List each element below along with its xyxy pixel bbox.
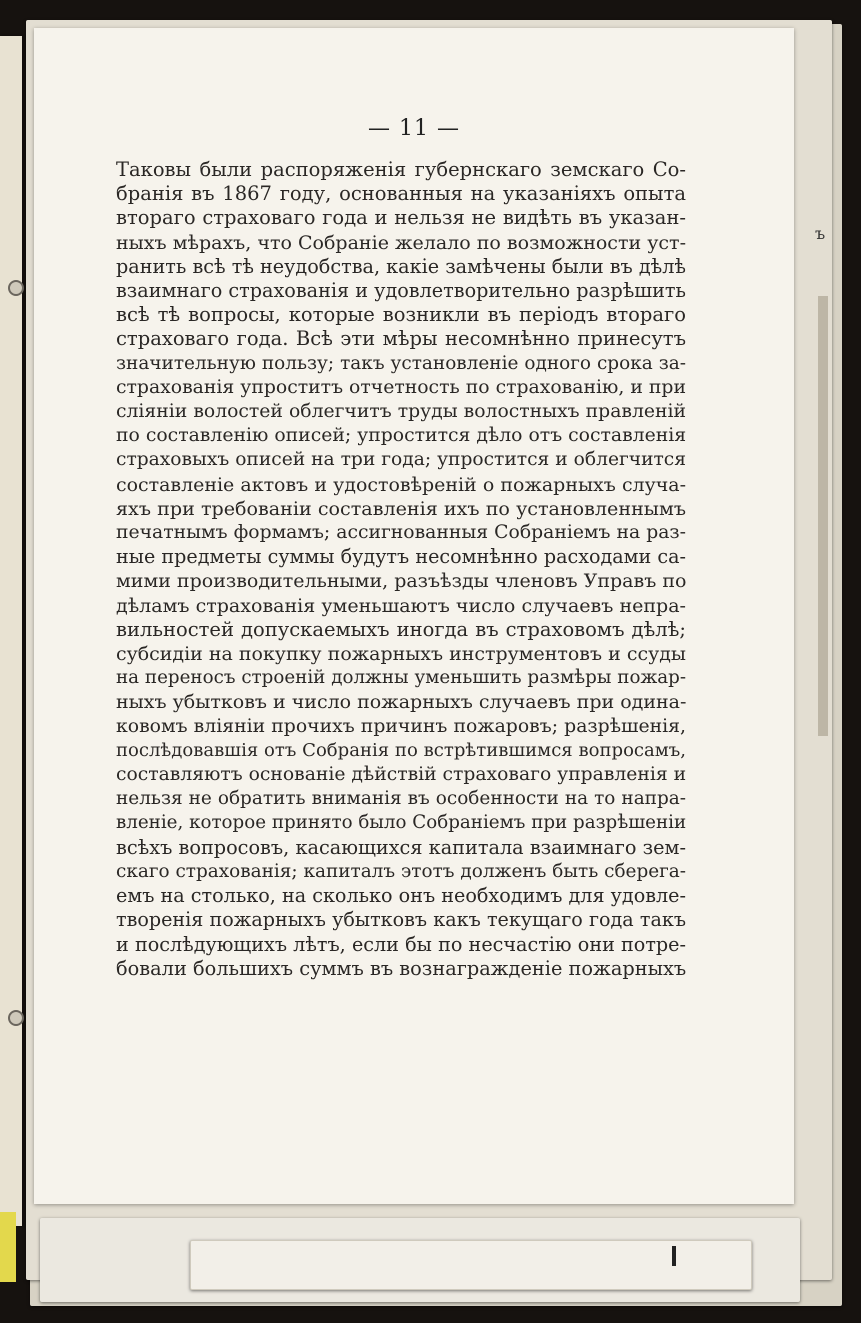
- text-line: творенія пожарныхъ убытковъ какъ текущаго года такъ: [116, 908, 686, 932]
- text-line: вленіе, которое принято было Собраніемъ при разрѣшеніи: [116, 812, 687, 834]
- text-line: страховаго года. Всѣ эти мѣры несомнѣнно принесутъ: [116, 327, 686, 351]
- body-text: [116, 158, 686, 981]
- text-line: ковомъ вліяніи прочихъ причинъ пожаровъ; разрѣшенія,: [116, 715, 686, 737]
- text-line: на переносъ строеній должны уменьшить размѣры пожар-: [116, 667, 686, 689]
- margin-mark: ъ: [815, 224, 826, 243]
- page-number: — 11 —: [368, 116, 460, 141]
- document-page: [34, 28, 794, 1204]
- text-line: ранить всѣ тѣ неудобства, какіе замѣчены были въ дѣлѣ: [116, 254, 686, 278]
- text-line: бовали большихъ суммъ въ вознагражденіе пожарныхъ: [116, 956, 687, 980]
- text-line: субсидіи на покупку пожарныхъ инструментовъ и ссуды: [116, 643, 686, 666]
- text-line: печатнымъ формамъ; ассигнованныя Собраніемъ на раз-: [116, 522, 686, 544]
- binder-ring-icon: [8, 1010, 24, 1026]
- binder-ring-icon: [8, 280, 24, 296]
- text-line: мими производительными, разъѣзды членовъ Управъ по: [116, 570, 687, 593]
- text-line: втораго страховаго года и нельзя не видѣть въ указан-: [116, 206, 686, 230]
- text-line: составляютъ основаніе дѣйствій страховаго управленія и: [116, 764, 687, 786]
- text-line: вильностей допускаемыхъ иногда въ страховомъ дѣлѣ;: [116, 617, 686, 641]
- page-edge-stripe: [818, 296, 828, 736]
- text-line: скаго страхованія; капиталъ этотъ долженъ быть сберега-: [116, 860, 686, 882]
- yellow-tab: [0, 1212, 16, 1282]
- text-line: всѣхъ вопросовъ, касающихся капитала взаимнаго зем-: [116, 835, 686, 859]
- text-line: и послѣдующихъ лѣтъ, если бы по несчастію они потре-: [116, 932, 686, 956]
- text-line: ныхъ мѣрахъ, что Собраніе желало по возможности уст-: [116, 231, 686, 254]
- text-line: страховыхъ описей на три года; упростится и облегчится: [116, 449, 686, 471]
- text-line: яхъ при требованіи составленія ихъ по установленнымъ: [116, 496, 686, 520]
- left-page-edge: [0, 36, 22, 1226]
- text-line: всѣ тѣ вопросы, которые возникли въ періодъ втораго: [116, 303, 686, 327]
- bottom-strip: [190, 1240, 752, 1290]
- text-line: дѣламъ страхованія уменьшаютъ число случаевъ непра-: [116, 594, 686, 617]
- text-line: значительную пользу; такъ установленіе одного срока за-: [116, 352, 686, 374]
- text-line: по составленію описей; упростится дѣло отъ составленія: [116, 425, 687, 447]
- text-line: ныхъ убытковъ и число пожарныхъ случаевъ при одина-: [116, 691, 687, 714]
- scan-mark: [672, 1246, 676, 1266]
- text-line: страхованія упроститъ отчетность по страхованію, и при: [116, 376, 686, 398]
- text-line: сліяніи волостей облегчитъ труды волостныхъ правленій: [116, 401, 686, 423]
- text-line: послѣдовавшія отъ Собранія по встрѣтившимся вопросамъ,: [116, 739, 686, 761]
- text-line: бранія въ 1867 году, основанныя на указаніяхъ опыта: [116, 182, 686, 206]
- text-line: взаимнаго страхованія и удовлетворительно разрѣшить: [116, 279, 686, 303]
- text-line: нельзя не обратить вниманія въ особенности на то напра-: [116, 788, 686, 810]
- text-line: ные предметы суммы будутъ несомнѣнно расходами са-: [116, 545, 686, 569]
- text-line: емъ на столько, на сколько онъ необходимъ для удовле-: [116, 884, 686, 908]
- text-line: Таковы были распоряженія губернскаго земскаго Со-: [116, 158, 686, 181]
- text-line: составленіе актовъ и удостовѣреній о пожарныхъ случа-: [116, 473, 686, 496]
